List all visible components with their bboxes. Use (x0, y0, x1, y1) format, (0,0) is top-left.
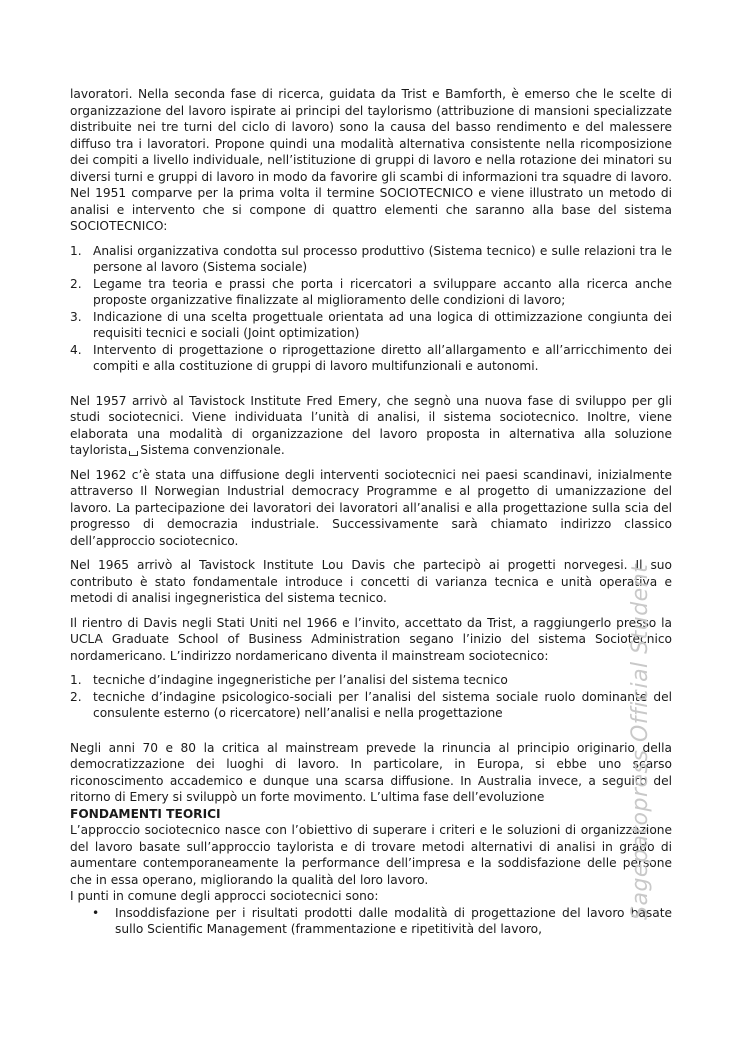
list-item (70, 672, 672, 689)
list-number: 4. (70, 342, 82, 357)
list-item-text: tecniche d’indagine psicologico-sociali per l’analisi del sistema sociale ruolo dominante del consulente esterno (o ricercatore) nell’analisi e nella progettazione (93, 689, 672, 720)
paragraph-punti-comuni: I punti in comune degli approcci sociotecnici sono: (70, 889, 379, 903)
list-item (70, 276, 672, 309)
watermark: Sagepatopress Official Student (628, 563, 653, 920)
list-item (92, 905, 672, 938)
paragraph-1957-tail: Sistema convenzionale. (140, 443, 285, 457)
list-item-text: Intervento di progettazione o riprogettazione diretto all’allargamento e all’arricchimento dei compiti e alla costituzione di gruppi di lavoro multifunzionali e autonomi. (93, 342, 672, 373)
section-heading-fondamenti-teorici: FONDAMENTI TEORICI (70, 806, 221, 821)
list-item (70, 243, 672, 276)
paragraph-1966: Il rientro di Davis negli Stati Uniti nel 1966 e l’invito, accettato da Trist, a raggiungerlo presso la UCLA Graduate School of Business Administration segano l’inizio del sistema Sociotecnico nordamericano. L’indirizzo nordamericano diventa il mainstream sociotecnico: (70, 615, 672, 663)
paragraph-1957-text: Nel 1957 arrivò al Tavistock Institute Fred Emery, che segnò una nuova fase di sviluppo per gli studi sociotecnici. Viene individuata l’unità di analisi, il sistema sociotecnico. Inoltre, viene elaborata una modalità di organizzazione del lavoro proposta in alternativa alla soluzione taylorista (70, 393, 672, 457)
paragraph-1957 (70, 393, 672, 459)
list-number: 1. (70, 243, 82, 258)
missing-glyph-icon (129, 451, 138, 456)
list-item-text: tecniche d’indagine ingegneristiche per l’analisi del sistema tecnico (93, 673, 508, 687)
list-number: 3. (70, 309, 82, 324)
list-item-text: Analisi organizzativa condotta sul processo produttivo (Sistema tecnico) e sulle relazioni tra le persone al lavoro (Sistema sociale) (93, 243, 672, 274)
list-item-text: Legame tra teoria e prassi che porta i ricercatori a sviluppare accanto alla ricerca anche proposte organizzative finalizzate al miglioramento delle condizioni di lavoro; (93, 276, 672, 307)
list-item (70, 689, 672, 722)
numbered-list-mainstream (70, 672, 672, 722)
paragraph-anni-70-80: Negli anni 70 e 80 la critica al mainstream prevede la rinuncia al principio originario della democratizzazione dei luoghi di lavoro. In particolare, in Europa, si ebbe uno scarso riconoscimento accademico e dunque una scarsa diffusione. In Australia invece, a seguito del ritorno di Emery si sviluppò un forte movimento. L’ultima fase dell’evoluzione (70, 740, 672, 804)
bullet-list-punti (92, 905, 672, 938)
numbered-list-sociotecnico-elements (70, 243, 672, 375)
paragraph-approccio: L’approccio sociotecnico nasce con l’obiettivo di superare i criteri e le soluzioni di organizzazione del lavoro basate sull’approccio taylorista e di trovare metodi alternativi di analisi in grado di aumentare contemporaneamente la performance dell’impresa e la soddisfazione delle persone che in essa operano, migliorando la qualità del loro lavoro. (70, 823, 672, 887)
list-item (70, 342, 672, 375)
list-number: 2. (70, 689, 82, 704)
document-page (70, 86, 672, 946)
list-number: 1. (70, 673, 82, 687)
paragraph-intro: lavoratori. Nella seconda fase di ricerca, guidata da Trist e Bamforth, è emerso che le scelte di organizzazione del lavoro ispirate ai principi del taylorismo (attribuzione di mansioni specializzate distribuite nei tre turni del ciclo di lavoro) sono la causa del basso rendimento e del malessere diffuso tra i lavoratori. Propone quindi una modalità alternativa consistente nella ricomposizione dei compiti a livello individuale, nell’istituzione di gruppi di lavoro e nella rotazione dei minatori su diversi turni e gruppi di lavoro in modo da favorire gli scambi di informazioni tra squadre di lavoro. Nel 1951 comparve per la prima volta il termine SOCIOTECNICO e viene illustrato un metodo di analisi e intervento che si compone di quattro elementi che saranno alla base del sistema SOCIOTECNICO: (70, 87, 672, 233)
list-item (70, 309, 672, 342)
bullet-icon: • (92, 905, 100, 920)
paragraph-1965: Nel 1965 arrivò al Tavistock Institute Lou Davis che partecipò ai progetti norvegesi. Il suo contributo è stato fondamentale introduce i concetti di varianza tecnica e unità operativa e metodi di analisi ingegneristica del sistema tecnico. (70, 558, 672, 605)
list-item-text: Indicazione di una scelta progettuale orientata ad una logica di ottimizzazione congiunta dei requisiti tecnici e sociali (Joint optimization) (93, 309, 672, 340)
list-number: 2. (70, 276, 82, 291)
paragraph-1962: Nel 1962 c’è stata una diffusione degli interventi sociotecnici nei paesi scandinavi, inizialmente attraverso Il Norwegian Industrial democracy Programme e al progetto di umanizzazione del lavoro. La partecipazione dei lavoratori dei lavoratori all’analisi e alla progettazione sulla scia del progresso di democrazia industriale. Successivamente sarà chiamato indirizzo classico dell’approccio sociotecnico. (70, 467, 672, 548)
list-item-text: Insoddisfazione per i risultati prodotti dalle modalità di progettazione del lavoro basate sullo Scientific Management (frammentazione e ripetitività del lavoro, (115, 905, 672, 936)
